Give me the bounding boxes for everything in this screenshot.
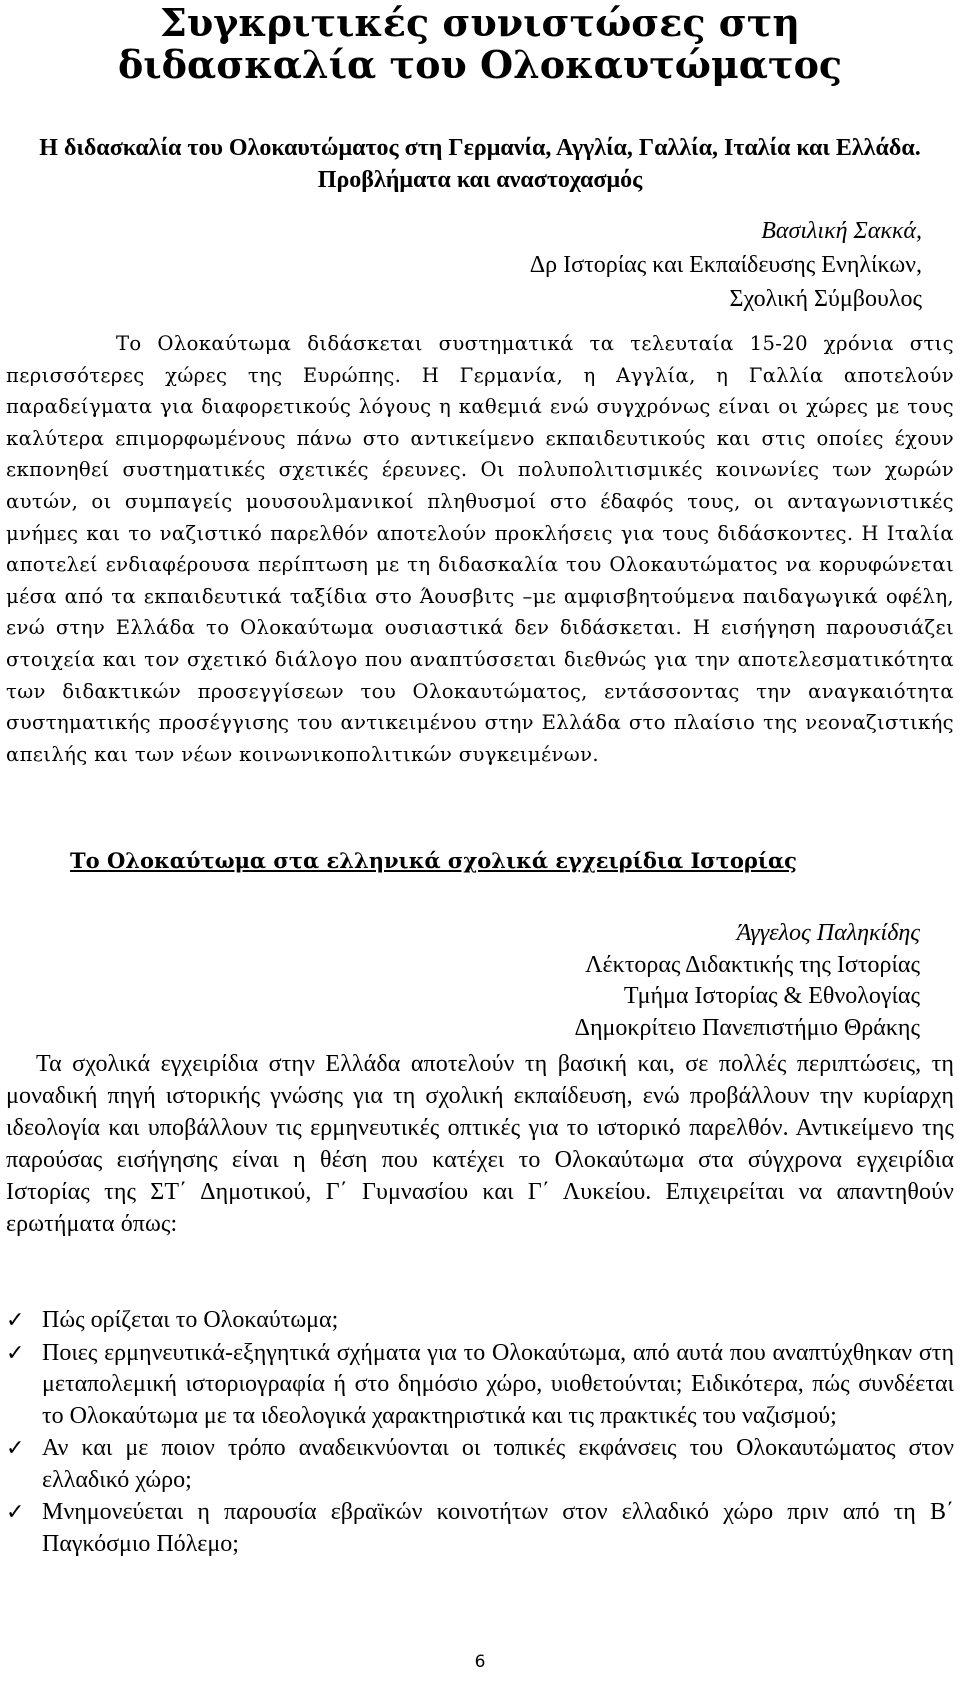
list-item (6, 1433, 954, 1496)
checkmark-icon: ✓ (6, 1340, 25, 1366)
article2-author-role: Λέκτορας Διδακτικής της Ιστορίας (585, 951, 920, 978)
article1-subtitle: Η διδασκαλία του Ολοκαυτώματος στη Γερμανία, Αγγλία, Γαλλία, Ιταλία και Ελλάδα. Προβλήματα και αναστοχασμός (39, 135, 921, 193)
article1-author-position: Σχολική Σύμβουλος (729, 286, 922, 312)
list-item-text: Πώς ορίζεται το Ολοκαύτωμα; (42, 1307, 339, 1333)
article2-author-university: Δημοκρίτειο Πανεπιστήμιο Θράκης (574, 1014, 920, 1041)
list-item (6, 1497, 954, 1560)
question-list (6, 1305, 954, 1561)
page-title: Συγκριτικές συνιστώσες στη διδασκαλία του Ολοκαυτώματος (117, 0, 843, 87)
article1-author-name: Βασιλική Σακκά, (761, 218, 922, 244)
list-item (6, 1305, 954, 1337)
checkmark-icon: ✓ (6, 1500, 25, 1525)
checkmark-icon: ✓ (6, 1308, 25, 1333)
list-item (6, 1338, 954, 1433)
list-item-text: Ποιες ερμηνευτικά-εξηγητικά σχήματα για το Ολοκαύτωμα, από αυτά που αναπτύχθηκαν στη μεταπολεμική ιστοριογραφία ή στο δημόσιο χώρο, υιοθετούνται; Ειδικότερα, πώς συνδέεται το Ολοκαύτωμα με τα ιδεολογικά χαρακτηριστικά και τις πρακτικές του ναζισμού; (42, 1339, 954, 1429)
article2-author-name: Άγγελος Παληκίδης (736, 920, 920, 946)
page-number: 6 (474, 1652, 486, 1672)
list-item-text: Αν και με ποιον τρόπο αναδεικνύονται οι τοπικές εκφάνσεις του Ολοκαυτώματος στον ελλαδικό χώρο; (42, 1435, 954, 1493)
checkmark-icon: ✓ (6, 1436, 25, 1461)
article2-abstract: Τα σχολικά εγχειρίδια στην Ελλάδα αποτελούν τη βασική και, σε πολλές περιπτώσεις, τη μοναδική πηγή ιστορικής γνώσης για τη σχολική εκπαίδευση, ενώ προβάλλουν την κυρίαρχη ιδεολογία και υποβάλλουν τις ερμηνευτικές οπτικές για το ιστορικό παρελθόν. Αντικείμενο της παρούσας εισήγησης είναι η θέση που κατέχει το Ολοκαύτωμα στα σύγχρονα εγχειρίδια Ιστορίας της ΣΤ΄ Δημοτικού, Γ΄ Γυμνασίου και Γ΄ Λυκείου. Επιχειρείται να απαντηθούν ερωτήματα όπως: (6, 1051, 954, 1237)
article1-abstract: Το Ολοκαύτωμα διδάσκεται συστηματικά τα τελευταία 15-20 χρόνια στις περισσότερες χώρες της Ευρώπης. Η Γερμανία, η Αγγλία, η Γαλλία αποτελούν παραδείγματα για διαφορετικούς λόγους η καθεμιά ενώ συγχρόνως είναι οι χώρες με τους καλύτερα επιμορφωμένους πάνω στο αντικείμενο εκπαιδευτικούς και στις οποίες έχουν εκπονηθεί συστηματικές σχετικές έρευνες. Οι πολυπολιτισμικές κοινωνίες των χωρών αυτών, οι συμπαγείς μουσουλμανικοί πληθυσμοί στο έδαφός τους, οι ανταγωνιστικές μνήμες και το ναζιστικό παρελθόν αποτελούν προκλήσεις για τους διδάσκοντες. Η Ιταλία αποτελεί ενδιαφέρουσα περίπτωση με τη διδασκαλία του Ολοκαυτώματος να κορυφώνεται μέσα από τα εκπαιδευτικά ταξίδια στο Άουσβιτς –με αμφισβητούμενα παιδαγωγικά οφέλη, ενώ στην Ελλάδα το Ολοκαύτωμα ουσιαστικά δεν διδάσκεται. Η εισήγηση παρουσιάζει στοιχεία και τον σχετικό διάλογο που αναπτύσσεται διεθνώς για την αποτελεσματικότητα των διδακτικών προσεγγίσεων του Ολοκαυτώματος, εντάσσοντας την αναγκαιότητα συστηματικής προσέγγισης του αντικειμένου στην Ελλάδα στο πλαίσιο της νεοναζιστικής απειλής και των νέων κοινωνικοπολιτικών συγκειμένων. (6, 332, 954, 766)
article1-author-block (530, 214, 922, 316)
list-item-text: Μνημονεύεται η παρουσία εβραϊκών κοινοτήτων στον ελλαδικό χώρο πριν από τη Β΄ Παγκόσμιο Πόλεμο; (42, 1499, 954, 1557)
article1-author-role: Δρ Ιστορίας και Εκπαίδευσης Ενηλίκων, (529, 252, 922, 278)
article2-title: Το Ολοκαύτωμα στα ελληνικά σχολικά εγχειρίδια Ιστορίας (70, 848, 797, 873)
article2-author-block (575, 918, 920, 1044)
article2-author-department: Τμήμα Ιστορίας & Εθνολογίας (623, 983, 920, 1009)
